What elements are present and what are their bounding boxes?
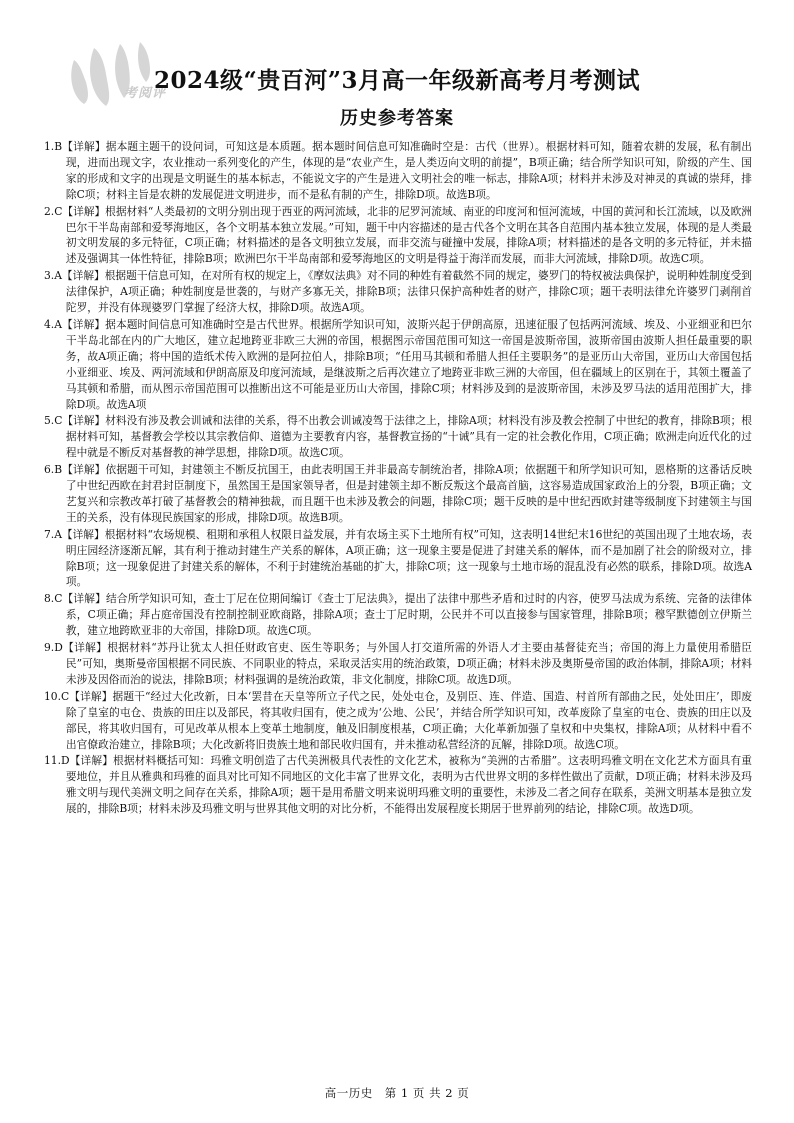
answer-number: 6. bbox=[44, 463, 55, 477]
answer-item-5 bbox=[44, 413, 752, 461]
answer-number: 11. bbox=[44, 754, 61, 768]
answer-number: 1. bbox=[44, 140, 55, 153]
answer-tag: 【详解】 bbox=[61, 317, 106, 331]
answer-explanation: 根据材料“人类最初的文明分别出现于西亚的两河流域，北非的尼罗河流域、南亚的印度河和恒河流域，中国的黄河和长江流域，以及欧洲巴尔干半岛南部和爱琴海地区，各个文明基本独立发展。”可知，题干中内容描述的是古代各个文明在其各自范围内基本独立发展，体现的是人类最初文明发展的多元特征，C项正确；材料描述的是各文明独立发展，而非交流与碰撞中发展，排除A项；材料描述的是各文明的多元特征，并未描述及强调其一体性特征，排除B项；欧洲巴尔干半岛南部和爱琴海地区的文明是得益于海洋而发展，而非大河流域，排除D项。故选C项。 bbox=[65, 204, 752, 266]
answer-number: 7. bbox=[44, 527, 55, 541]
answer-explanation: 根据材料概括可知：玛雅文明创造了古代美洲极具代表性的文化艺术，被称为“美洲的古希腊”。这表明玛雅文明在文化艺术方面具有重要地位，并且从雅典和玛雅的面具对比可知不同地区的文化丰富了世界文化，表明为古代世界文明的多样性做出了贡献，D项正确；材料未涉及玛雅文明与现代美洲文明之间存在关系，排除A项；题干是用希腊文明来说明玛雅文明的重要性，未涉及二者之间存在联系，美洲文明基本是独立发展的，排除B项；材料未涉及玛雅文明与世界其他文明的对比分析，不能得出发展程度长期居于世界前列的结论，排除C项。故选D项。 bbox=[65, 754, 752, 816]
answer-option: C bbox=[54, 414, 63, 428]
answer-number: 9. bbox=[44, 641, 55, 655]
answer-tag: 【详解】 bbox=[61, 269, 105, 283]
page-title: 2024级“贵百河”3月高一年级新高考月考测试 bbox=[154, 67, 640, 94]
answer-explanation: 据本题主题干的设问词，可知这是本质题。据本题时间信息可知准确时空是：古代（世界）。根据材料可知，随着农耕的发展，私有制出现，进而出现文字，农业推动一系列变化的产生，体现的是“农业产生，是人类迈向文明的前提”，B项正确；结合所学知识可知，阶级的产生、国家的形成和文字的出现是文明诞生的基本标志，不能说文字的产生是进入文明社会的唯一标志，排除A项；材料并未涉及对神灵的真诚的崇拜，排除C项；材料主旨是农耕的发展促进文明进步，而不是私有制的产生，排除D项。故选B项。 bbox=[65, 140, 752, 201]
answer-tag: 【详解】 bbox=[62, 641, 108, 655]
answer-explanation: 结合所学知识可知，查士丁尼在位期间编订《查士丁尼法典》，提出了法律中那些矛盾和过时的内容，使罗马法成为系统、完备的法律体系，C项正确；拜占庭帝国没有控制控制亚欧商路，排除A项；查士丁尼时期，公民并不可以直接参与国家管理，排除B项；穆罕默德创立伊斯兰教，建立地跨欧亚非的大帝国，排除D项。故选C项。 bbox=[65, 592, 752, 638]
answer-item-8 bbox=[44, 591, 752, 639]
answer-explanation: 根据材料“农场规模、租期和承租人权限日益发展，并有农场主买下土地所有权”可知，这表明14世纪末16世纪的英国出现了土地农场，表明庄园经济逐渐瓦解，其有利于推动封建生产关系的解体，A项正确；这一现象主要是促进了封建关系的解体，而不是加剧了社会的阶级对立，排除B项；这一现象促进了封建关系的解体，不利于封建统治基础的扩大，排除C项；这一现象与土地市场的混乱没有必然的联系，排除D项。故选A项。 bbox=[65, 527, 753, 589]
answer-tag: 【详解】 bbox=[69, 689, 113, 703]
answer-explanation: 材料没有涉及教会训诫和法律的关系，得不出教会训诫凌驾于法律之上，排除A项；材料没有涉及教会控制了中世纪的教育，排除B项；根据材料可知，基督教会学校以其宗教信仰、道德为主要教育内容，基督教宣扬的“十诫”具有一定的社会教化作用，C项正确；欧洲走向近代化的过程中就是不断反对基督教的神学思想，排除D项。故选C项。 bbox=[65, 414, 752, 460]
answer-item-10 bbox=[44, 689, 752, 753]
answer-explanation: 据题干“经过大化改新，日本‘罢昔在天皇等所立子代之民，处处屯仓，及别臣、连、伴造、国造、村首所有部曲之民，处处田庄’，即废除了皇室的屯仓、贵族的田庄以及部民，将其收归国有，使之成为‘公地、公民’，并结合所学知识可知，改革废除了皇室的屯仓、贵族的田庄以及部民，将其收归国有，可见改革从根本上变革土地制度，触及旧制度根基，C项正确；大化革新加强了皇权和中央集权，排除A项；从材料中看不出官僚政治建立，排除B项；大化改新将旧贵族土地和部民收归国有，并未推动私营经济的瓦解，排除D项。故选C项。 bbox=[65, 689, 752, 751]
answer-tag: 【详解】 bbox=[62, 140, 106, 153]
answer-option: A bbox=[54, 317, 62, 331]
answer-option: A bbox=[54, 269, 62, 283]
answer-option: D bbox=[54, 641, 63, 655]
answer-explanation: 根据材料“苏丹让犹太人担任财政官吏、医生等职务；与外国人打交道所需的外语人才主要由基督徒充当；帝国的海上力量使用希腊臣民”可知，奥斯曼帝国根据不同民族、不同职业的特点，采取灵活实用的统治政策，D项正确；材料未涉及奥斯曼帝国的政治体制，排除A项；材料未涉及因俗而治的说法，排除B项；材料强调的是统治政策，非文化制度，排除C项。故选D项。 bbox=[65, 641, 752, 686]
answer-explanation: 依据题干可知，封建领主不断反抗国王，由此表明国王并非最高专制统治者，排除A项；依据题干和所学知识可知，恩格斯的这番话反映了中世纪西欧在封君封臣制度下，虽然国王是国家领导者，但是封建领主却不断反叛这个最高首脑，这容易造成国家政治上的分裂，B项正确；文艺复兴和宗教改革打破了基督教会的精神独裁，而且题干也未涉及教会的问题，排除C项；题干反映的是中世纪西欧封建等级制度下封建领主与国王的关系，没有体现民族国家的形成，排除D项。故选B项。 bbox=[65, 463, 752, 524]
answer-item-3 bbox=[44, 268, 752, 316]
answer-option: A bbox=[54, 527, 62, 541]
answer-explanation: 根据题干信息可知，在对所有权的规定上，《摩奴法典》对不同的种姓有着截然不同的规定，婆罗门的特权被法典保护，说明种姓制度受到法律保护，A项正确；种姓制度是世袭的，与财产多寡无关，排除B项；法律只保护高种姓者的财产，排除C项；题干表明法律允许婆罗门剥削首陀罗，并没有体现婆罗门掌握了经济大权，排除D项。故选A项。 bbox=[65, 269, 752, 315]
answer-number: 3. bbox=[44, 269, 55, 283]
answer-number: 5. bbox=[44, 414, 55, 428]
answer-item-7 bbox=[44, 527, 752, 591]
page-footer: 高一历史 第 1 页 共 2 页 bbox=[324, 1086, 470, 1100]
answer-explanation: 据本题时间信息可知准确时空是古代世界。根据所学知识可知，波斯兴起于伊朗高原，迅速征服了包括两河流域、埃及、小亚细亚和巴尔干半岛北部在内的广大地区，建立起地跨亚非欧三大洲的帝国，根据图示帝国范围可知这一帝国是波斯帝国，波斯帝国由波斯人担任最重要的职务，故A项正确；将中国的造纸术传入欧洲的是阿拉伯人，排除B项；“任用马其顿和希腊人担任主要职务”的是亚历山大帝国，亚历山大帝国包括小亚细亚、埃及、两河流域和伊朗高原及印度河流域，是继波斯之后再次建立了地跨亚非欧三洲的大帝国，但在疆域上的区别在于，其领土覆盖了马其顿和希腊，而从图示帝国范围可以推断出这不可能是亚历山大帝国，排除C项；材料涉及到的是波斯帝国，未涉及罗马法的适用范围扩大，排除D项。故选A项 bbox=[65, 317, 752, 411]
answer-option: B bbox=[54, 140, 63, 153]
answer-number: 10. bbox=[44, 689, 61, 703]
answer-item-11 bbox=[44, 753, 752, 817]
answer-number: 4. bbox=[44, 317, 55, 331]
answer-item-1 bbox=[44, 139, 752, 203]
answer-tag: 【详解】 bbox=[62, 204, 106, 218]
answer-number: 2. bbox=[44, 204, 55, 218]
answer-item-9 bbox=[44, 640, 752, 688]
answer-option: C bbox=[54, 592, 63, 606]
answer-tag: 【详解】 bbox=[69, 754, 114, 768]
answer-tag: 【详解】 bbox=[62, 463, 106, 477]
answer-number: 8. bbox=[44, 592, 55, 606]
answer-item-4 bbox=[44, 317, 752, 412]
answer-option: C bbox=[54, 204, 63, 218]
answer-option: B bbox=[54, 463, 63, 477]
answer-option: C bbox=[61, 689, 70, 703]
answer-item-2 bbox=[44, 204, 752, 268]
answer-item-6 bbox=[44, 462, 752, 526]
answer-tag: 【详解】 bbox=[61, 527, 105, 541]
answer-tag: 【详解】 bbox=[62, 592, 106, 606]
page-subtitle: 历史参考答案 bbox=[340, 108, 454, 129]
logo-text: 考阅评 bbox=[124, 86, 167, 101]
answer-option: D bbox=[61, 754, 70, 768]
answer-list bbox=[44, 139, 752, 818]
answer-tag: 【详解】 bbox=[62, 414, 106, 428]
